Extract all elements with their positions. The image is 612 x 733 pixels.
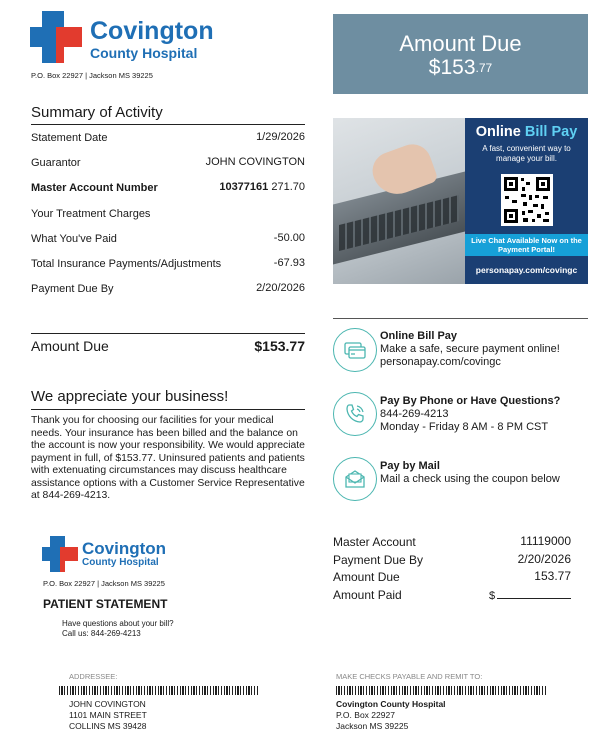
remit-barcode: [336, 686, 546, 695]
coupon-paid-label: Amount Paid: [333, 588, 402, 602]
amount-due-box-label: Amount Due: [399, 31, 522, 56]
option-mail-title: Pay by Mail: [380, 460, 440, 472]
remit-street: P.O. Box 22927: [336, 710, 395, 720]
appreciate-rule: [31, 409, 305, 410]
promo-chat: Live Chat Available Now on the Payment Portal!: [465, 234, 588, 256]
summary-amount-due-label: Amount Due: [31, 338, 109, 354]
amount-due-box-value: $\$153^{.77}$: [428, 56, 493, 79]
promo-banner: [333, 118, 588, 284]
coupon-paid-field[interactable]: $: [489, 586, 571, 600]
appreciate-body: Thank you for choosing our facilities for your medical needs. Your insurance has been billed and the balance on the account is now your responsibility. We would appreciate payment in full, of $153.77. Uninsured patients and patients with extenuating circumstances may discuss healthcare assistance options with a Customer Service Representative at 844-269-4213.: [31, 415, 305, 501]
coupon-account-label: Master Account: [333, 535, 416, 549]
option-online-line2[interactable]: personapay.com/covingc: [380, 356, 501, 368]
remit-heading: MAKE CHECKS PAYABLE AND REMIT TO:: [336, 672, 483, 681]
qr-code[interactable]: [501, 174, 553, 226]
questions-line2: Call us: 844-269-4213: [62, 629, 141, 638]
option-online-line1: Make a safe, secure payment online!: [380, 343, 560, 355]
master-account-label: Master Account Number: [31, 182, 158, 194]
mail-icon: [333, 457, 377, 501]
insurance-value: -67.93: [273, 257, 305, 269]
promo-subtitle: A fast, convenient way to manage your bill.: [482, 144, 571, 163]
remit-name: Covington County Hospital: [336, 699, 446, 709]
coupon-due-value: 2/20/2026: [517, 552, 571, 566]
hospital-name: Covington: [90, 17, 214, 45]
statement-date-label: Statement Date: [31, 132, 108, 144]
master-account-value: 10377161 271.70: [219, 181, 305, 193]
summary-amount-due-value: $153.77: [254, 338, 305, 354]
hospital-subname: County Hospital: [90, 45, 198, 61]
treatment-charges-label: Your Treatment Charges: [31, 208, 151, 220]
addressee-street: 1101 MAIN STREET: [69, 710, 147, 720]
appreciate-title: We appreciate your business!: [31, 388, 229, 405]
amount-due-rule: [31, 333, 305, 334]
options-rule: [333, 318, 588, 319]
questions-line1: Have questions about your bill?: [62, 619, 174, 628]
option-phone-title: Pay By Phone or Have Questions?: [380, 395, 561, 407]
promo-panel: [465, 118, 588, 284]
coupon-due-label: Payment Due By: [333, 553, 424, 567]
addressee-city: COLLINS MS 39428: [69, 721, 147, 731]
option-mail-line: Mail a check using the coupon below: [380, 473, 560, 485]
coupon-hospital-address: P.O. Box 22927 | Jackson MS 39225: [43, 579, 165, 588]
laptop-photo: [333, 118, 465, 284]
hospital-logo: [30, 11, 230, 67]
option-online-title: Online Bill Pay: [380, 330, 458, 342]
coupon-amount-value: 153.77: [534, 569, 571, 583]
guarantor-label: Guarantor: [31, 157, 81, 169]
coupon-amount-label: Amount Due: [333, 570, 400, 584]
addressee-barcode: [59, 686, 259, 695]
addressee-name: JOHN COVINGTON: [69, 699, 146, 709]
amount-due-box: [333, 14, 588, 94]
hospital-address: P.O. Box 22927 | Jackson MS 39225: [31, 71, 153, 80]
phone-icon: [333, 392, 377, 436]
guarantor-value: JOHN COVINGTON: [205, 156, 305, 168]
statement-date-value: 1/29/2026: [256, 131, 305, 143]
coupon-account-value: 11119000: [520, 534, 571, 548]
option-phone-hours: Monday - Friday 8 AM - 8 PM CST: [380, 421, 549, 433]
patient-statement-title: PATIENT STATEMENT: [43, 597, 168, 611]
coupon-cross-icon: [42, 536, 78, 572]
due-by-label: Payment Due By: [31, 283, 114, 295]
paid-label: What You've Paid: [31, 233, 117, 245]
insurance-label: Total Insurance Payments/Adjustments: [31, 258, 222, 270]
card-payment-icon: [333, 328, 377, 372]
summary-rule: [31, 124, 305, 125]
promo-title: Online Bill Pay: [475, 124, 578, 140]
coupon-hospital-name: Covington: [82, 539, 167, 558]
due-by-value: 2/20/2026: [256, 282, 305, 294]
addressee-heading: ADDRESSEE:: [69, 672, 118, 681]
remit-city: Jackson MS 39225: [336, 721, 409, 731]
option-phone-number[interactable]: 844-269-4213: [380, 408, 449, 420]
coupon-logo: [42, 536, 182, 576]
promo-url[interactable]: personapay.com/covingc: [475, 265, 578, 275]
cross-logo-icon: [30, 11, 82, 63]
paid-value: -50.00: [273, 232, 305, 244]
coupon-hospital-subname: County Hospital: [82, 557, 159, 568]
summary-title: Summary of Activity: [31, 104, 163, 121]
